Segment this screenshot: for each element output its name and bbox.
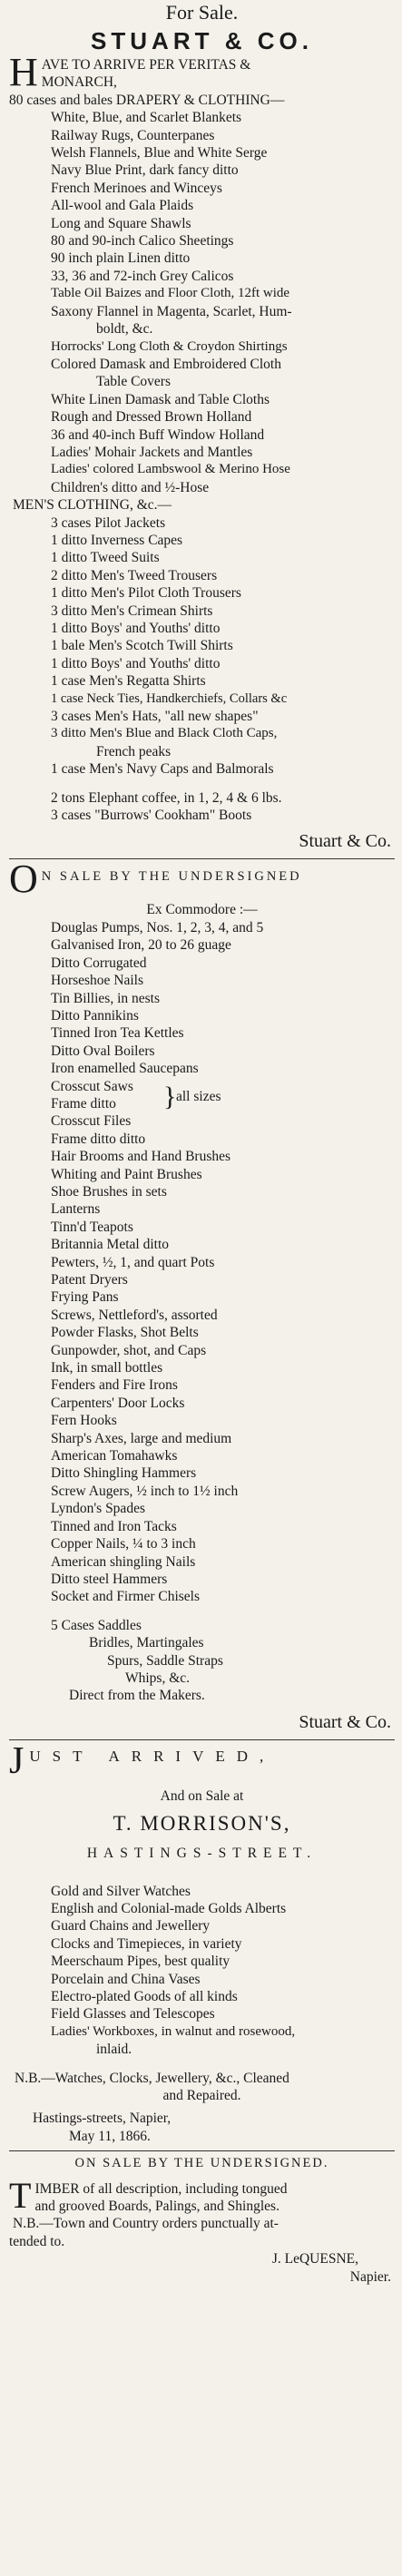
list-item: 3 ditto Men's Crimean Shirts xyxy=(51,602,213,619)
list-item: Pewters, ½, 1, and quart Pots xyxy=(51,1254,215,1270)
list-item: Screws, Nettleford's, assorted xyxy=(51,1307,218,1323)
list-item: Welsh Flannels, Blue and White Serge xyxy=(51,145,268,162)
list-item: Whips, &c. xyxy=(125,1670,191,1686)
list-item: Hair Brooms and Hand Brushes xyxy=(51,1149,231,1165)
jewellery-list xyxy=(9,1883,395,2059)
list-item: Ditto Corrugated xyxy=(51,955,147,971)
list-item: boldt, &c. xyxy=(96,321,153,338)
drop-cap: H xyxy=(9,50,38,94)
list-item: Saxony Flannel in Magenta, Scarlet, Hum- xyxy=(51,303,292,319)
date-line: May 11, 1866. xyxy=(69,2128,151,2144)
list-item: 36 and 40-inch Buff Window Holland xyxy=(51,426,265,443)
list-item: 3 cases Pilot Jackets xyxy=(51,514,166,531)
divider xyxy=(9,2150,395,2151)
signer-name: J. LeQUESNE, xyxy=(271,2251,358,2267)
list-item: Sharp's Axes, large and medium xyxy=(51,1430,232,1446)
list-item: Railway Rugs, Counterpanes xyxy=(51,127,215,143)
list-item: 1 case Men's Regatta Shirts xyxy=(51,673,206,690)
list-item: Table Oil Baizes and Floor Cloth, 12ft wide xyxy=(51,286,290,301)
list-item: 1 ditto Boys' and Youths' ditto xyxy=(51,655,221,671)
list-item: White, Blue, and Scarlet Blankets xyxy=(51,110,242,126)
list-item: Ladies' colored Lambswool & Merino Hose xyxy=(51,462,290,477)
saddles-heading: 5 Cases Saddles xyxy=(51,1617,142,1633)
list-item: 3 cases Men's Hats, "all new shapes" xyxy=(51,709,259,725)
list-item: Spurs, Saddle Straps xyxy=(107,1652,223,1669)
list-item: Gunpowder, shot, and Caps xyxy=(51,1342,207,1358)
list-item: 1 case Neck Ties, Handkerchiefs, Collars &c xyxy=(51,691,288,706)
list-item: Tin Billies, in nests xyxy=(51,990,161,1006)
brace-glyph: } xyxy=(163,1081,177,1112)
shop-name: T. MORRISON'S, xyxy=(113,1812,291,1836)
list-item: Guard Chains and Jewellery xyxy=(51,1918,211,1934)
list-item: Porcelain and China Vases xyxy=(51,1971,201,1987)
street-name: HASTINGS-STREET. xyxy=(86,1846,318,1862)
list-item: 1 ditto Boys' and Youths' ditto xyxy=(51,621,221,636)
list-item: Colored Damask and Embroidered Cloth xyxy=(51,356,281,372)
hardware-list xyxy=(9,919,395,1606)
signature: Stuart & Co. xyxy=(299,831,391,852)
list-item: Bridles, Martingales xyxy=(89,1635,204,1651)
list-item: Iron enamelled Saucepans xyxy=(51,1061,199,1077)
drop-cap: T xyxy=(9,2174,32,2216)
mens-clothing-heading: MEN'S CLOTHING, &c.— xyxy=(13,497,172,514)
list-item: Galvanised Iron, 20 to 26 guage xyxy=(51,937,231,954)
divider xyxy=(9,1739,395,1740)
ex-commodore-line: Ex Commodore :— xyxy=(146,902,258,918)
list-item: Copper Nails, ¼ to 3 inch xyxy=(51,1536,196,1552)
list-item: Lanterns xyxy=(51,1201,101,1218)
intro-line: AVE TO ARRIVE PER VERITAS & xyxy=(41,57,251,73)
brace-label: all sizes xyxy=(176,1088,221,1104)
intro-line: MONARCH, xyxy=(41,74,117,91)
list-item: Children's ditto and ½-Hose xyxy=(51,479,210,495)
list-item: 1 case Men's Navy Caps and Balmorals xyxy=(51,761,274,778)
list-item: 1 ditto Inverness Capes xyxy=(51,532,183,548)
list-item: Ditto Shingling Hammers xyxy=(51,1465,197,1482)
list-item: Navy Blue Print, dark fancy ditto xyxy=(51,162,239,179)
list-item: Frame ditto xyxy=(51,1095,116,1112)
list-item: 1 ditto Tweed Suits xyxy=(51,550,160,566)
ad-heading: ON SALE BY THE UNDERSIGNED. xyxy=(74,2156,329,2171)
list-item: Crosscut Saws xyxy=(51,1078,133,1094)
list-item: Tinned and Iron Tacks xyxy=(51,1518,177,1534)
list-item: Socket and Firmer Chisels xyxy=(51,1589,201,1605)
drapery-list xyxy=(9,109,395,496)
ad-heading xyxy=(9,857,395,902)
drop-cap: O xyxy=(9,857,38,902)
list-item: Gold and Silver Watches xyxy=(51,1883,191,1899)
and-on-sale-line: And on Sale at xyxy=(160,1788,244,1804)
list-item: 80 and 90-inch Calico Sheetings xyxy=(51,233,234,250)
direct-line: Direct from the Makers. xyxy=(69,1688,205,1704)
paragraph-line: tended to. xyxy=(9,2233,65,2249)
list-item: American Tomahawks xyxy=(51,1448,178,1464)
list-item: Ladies' Workboxes, in walnut and rosewood, xyxy=(51,2023,296,2039)
mens-clothing-list xyxy=(9,514,395,779)
paragraph-line: N.B.—Town and Country orders punctually at- xyxy=(13,2216,279,2232)
signature: Stuart & Co. xyxy=(299,1711,391,1732)
saws-group xyxy=(9,1078,395,1113)
list-item: 33, 36 and 72-inch Grey Calicos xyxy=(51,268,234,284)
list-item: Carpenters' Door Locks xyxy=(51,1395,185,1411)
list-item: Ditto Oval Boilers xyxy=(51,1043,155,1059)
list-item: Douglas Pumps, Nos. 1, 2, 3, 4, and 5 xyxy=(51,919,264,935)
list-item: Table Covers xyxy=(96,374,171,390)
heading-text: UST ARRIVED, xyxy=(29,1747,276,1765)
list-item: Frying Pans xyxy=(51,1289,119,1306)
list-item: English and Colonial-made Golds Alberts xyxy=(51,1900,287,1916)
list-item: American shingling Nails xyxy=(51,1553,196,1570)
list-item: White Linen Damask and Table Cloths xyxy=(51,391,270,407)
intro-paragraph xyxy=(9,50,395,109)
list-item: Crosscut Files xyxy=(51,1113,132,1130)
list-item: Electro-plated Goods of all kinds xyxy=(51,1989,238,2004)
heading-text: N SALE BY THE UNDERSIGNED xyxy=(41,869,302,885)
list-item: Whiting and Paint Brushes xyxy=(51,1166,202,1182)
list-item: Meerschaum Pipes, best quality xyxy=(51,1954,230,1970)
list-item: Ink, in small bottles xyxy=(51,1360,163,1376)
list-item: Tinn'd Teapots xyxy=(51,1219,133,1235)
stuart-drapery-ad xyxy=(9,0,395,853)
firm-heading: STUART & CO. xyxy=(91,27,313,54)
nb-line: and Repaired. xyxy=(162,2088,241,2104)
timber-paragraph xyxy=(9,2174,395,2251)
list-item: Ditto Pannikins xyxy=(51,1007,139,1024)
list-item: Lyndon's Spades xyxy=(51,1501,145,1517)
list-item: Rough and Dressed Brown Holland xyxy=(51,409,252,426)
paragraph-line: and grooved Boards, Palings, and Shingles. xyxy=(34,2199,279,2215)
list-item: Long and Square Shawls xyxy=(51,215,191,231)
list-item: Patent Dryers xyxy=(51,1272,128,1288)
list-item: Fenders and Fire Irons xyxy=(51,1377,178,1394)
list-item: 1 bale Men's Scotch Twill Shirts xyxy=(51,638,233,654)
ad-heading xyxy=(9,1739,395,1782)
list-item: 90 inch plain Linen ditto xyxy=(51,250,191,267)
list-item: 3 cases "Burrows' Cookham" Boots xyxy=(51,808,252,824)
list-item: Ditto steel Hammers xyxy=(51,1571,168,1587)
stuart-hardware-ad xyxy=(9,857,395,1733)
list-item: Ladies' Mohair Jackets and Mantles xyxy=(51,444,253,460)
list-item: Horseshoe Nails xyxy=(51,973,144,989)
list-item: French Merinoes and Winceys xyxy=(51,180,222,196)
place-line: Hastings-streets, Napier, xyxy=(33,2111,172,2127)
list-item: Shoe Brushes in sets xyxy=(51,1183,167,1200)
drop-cap: J xyxy=(9,1739,25,1782)
list-item: All-wool and Gala Plaids xyxy=(51,198,194,214)
list-item: Clocks and Timepieces, in variety xyxy=(51,1935,242,1952)
signer-place: Napier. xyxy=(349,2268,391,2285)
list-item: Horrocks' Long Cloth & Croydon Shirtings xyxy=(51,338,288,354)
list-item: Field Glasses and Telescopes xyxy=(51,2006,215,2023)
list-item: inlaid. xyxy=(96,2042,132,2058)
list-item: 2 ditto Men's Tweed Trousers xyxy=(51,567,218,583)
list-item: Britannia Metal ditto xyxy=(51,1237,170,1253)
divider xyxy=(9,858,395,859)
for-sale-heading: For Sale. xyxy=(165,1,239,24)
list-item: 3 ditto Men's Blue and Black Cloth Caps, xyxy=(51,726,278,741)
list-item: Screw Augers, ½ inch to 1½ inch xyxy=(51,1483,239,1499)
list-item: 2 tons Elephant coffee, in 1, 2, 4 & 6 lbs. xyxy=(51,789,282,806)
intro-line: 80 cases and bales DRAPERY & CLOTHING— xyxy=(9,92,285,108)
lequesne-timber-ad xyxy=(9,2155,395,2286)
list-item: Powder Flasks, Shot Belts xyxy=(51,1325,199,1341)
list-item: 1 ditto Men's Pilot Cloth Trousers xyxy=(51,585,241,602)
morrison-jeweller-ad xyxy=(9,1739,395,2146)
list-item: French peaks xyxy=(96,743,172,759)
list-item: Tinned Iron Tea Kettles xyxy=(51,1025,184,1042)
list-item: Frame ditto ditto xyxy=(51,1131,146,1147)
nb-line: N.B.—Watches, Clocks, Jewellery, &c., Cleaned xyxy=(15,2070,289,2086)
paragraph-line: IMBER of all description, including tongued xyxy=(34,2180,288,2197)
list-item: Fern Hooks xyxy=(51,1413,117,1429)
